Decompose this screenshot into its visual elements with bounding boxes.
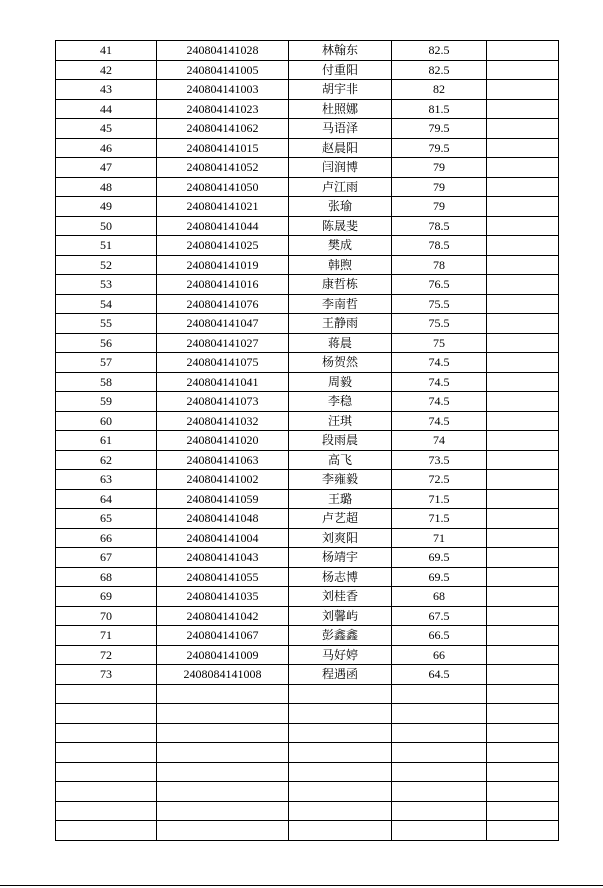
score-cell <box>392 743 487 763</box>
table-row <box>56 372 559 392</box>
student-id-cell <box>157 723 289 743</box>
score-cell: 82.5 <box>392 41 487 61</box>
name-cell: 刘爽阳 <box>289 528 392 548</box>
rank-cell: 61 <box>56 431 157 451</box>
name-cell: 马好婷 <box>289 645 392 665</box>
score-cell: 82.5 <box>392 60 487 80</box>
student-id-cell: 240804141023 <box>157 99 289 119</box>
score-cell: 73.5 <box>392 450 487 470</box>
student-id-cell: 240804141059 <box>157 489 289 509</box>
rank-cell <box>56 762 157 782</box>
name-cell: 王璐 <box>289 489 392 509</box>
score-cell: 75.5 <box>392 314 487 334</box>
student-id-cell: 240804141020 <box>157 431 289 451</box>
table-row <box>56 762 559 782</box>
table-row <box>56 782 559 802</box>
table-row <box>56 723 559 743</box>
rank-cell: 54 <box>56 294 157 314</box>
page-bottom-rule <box>0 885 603 886</box>
name-cell: 卢艺超 <box>289 509 392 529</box>
student-id-cell: 240804141043 <box>157 548 289 568</box>
remark-cell <box>487 255 559 275</box>
name-cell: 付重阳 <box>289 60 392 80</box>
student-id-cell: 240804141041 <box>157 372 289 392</box>
remark-cell <box>487 431 559 451</box>
remark-cell <box>487 723 559 743</box>
remark-cell <box>487 99 559 119</box>
score-cell: 68 <box>392 587 487 607</box>
remark-cell <box>487 626 559 646</box>
table-row <box>56 548 559 568</box>
rank-cell <box>56 723 157 743</box>
remark-cell <box>487 684 559 704</box>
rank-cell <box>56 782 157 802</box>
remark-cell <box>487 119 559 139</box>
table-row <box>56 80 559 100</box>
score-cell: 75 <box>392 333 487 353</box>
table-row <box>56 489 559 509</box>
rank-cell: 67 <box>56 548 157 568</box>
name-cell: 李稳 <box>289 392 392 412</box>
student-id-cell: 240804141028 <box>157 41 289 61</box>
table-row <box>56 684 559 704</box>
remark-cell <box>487 411 559 431</box>
remark-cell <box>487 353 559 373</box>
rank-cell: 68 <box>56 567 157 587</box>
score-cell: 74.5 <box>392 392 487 412</box>
name-cell <box>289 723 392 743</box>
student-id-cell <box>157 684 289 704</box>
rank-cell: 66 <box>56 528 157 548</box>
name-cell: 高飞 <box>289 450 392 470</box>
student-id-cell: 240804141048 <box>157 509 289 529</box>
score-cell: 66 <box>392 645 487 665</box>
rank-cell: 47 <box>56 158 157 178</box>
score-cell: 74 <box>392 431 487 451</box>
rank-cell <box>56 704 157 724</box>
score-cell <box>392 782 487 802</box>
table-row <box>56 236 559 256</box>
name-cell: 樊成 <box>289 236 392 256</box>
table-row <box>56 255 559 275</box>
student-id-cell: 240804141002 <box>157 470 289 490</box>
name-cell: 张瑜 <box>289 197 392 217</box>
table-row <box>56 645 559 665</box>
rank-cell: 50 <box>56 216 157 236</box>
table-row <box>56 333 559 353</box>
remark-cell <box>487 762 559 782</box>
remark-cell <box>487 41 559 61</box>
table-row <box>56 587 559 607</box>
score-cell: 71.5 <box>392 489 487 509</box>
name-cell: 韩煦 <box>289 255 392 275</box>
name-cell: 王静雨 <box>289 314 392 334</box>
name-cell: 刘馨屿 <box>289 606 392 626</box>
rank-cell: 69 <box>56 587 157 607</box>
rank-cell: 70 <box>56 606 157 626</box>
student-id-cell: 240804141042 <box>157 606 289 626</box>
table-row <box>56 743 559 763</box>
score-cell <box>392 801 487 821</box>
name-cell: 闫润博 <box>289 158 392 178</box>
student-id-cell: 240804141015 <box>157 138 289 158</box>
student-id-cell: 240804141021 <box>157 197 289 217</box>
score-cell <box>392 821 487 841</box>
name-cell: 段雨晨 <box>289 431 392 451</box>
table-row <box>56 801 559 821</box>
remark-cell <box>487 138 559 158</box>
table-row <box>56 821 559 841</box>
score-cell: 75.5 <box>392 294 487 314</box>
score-cell: 64.5 <box>392 665 487 685</box>
rank-cell: 49 <box>56 197 157 217</box>
remark-cell <box>487 801 559 821</box>
table-row <box>56 353 559 373</box>
score-cell: 71 <box>392 528 487 548</box>
rank-cell <box>56 821 157 841</box>
student-id-cell: 240804141055 <box>157 567 289 587</box>
rank-cell: 51 <box>56 236 157 256</box>
table-row <box>56 528 559 548</box>
student-id-cell: 240804141003 <box>157 80 289 100</box>
student-id-cell <box>157 821 289 841</box>
remark-cell <box>487 158 559 178</box>
name-cell: 卢江雨 <box>289 177 392 197</box>
rank-cell: 43 <box>56 80 157 100</box>
table-row <box>56 606 559 626</box>
student-id-cell: 240804141035 <box>157 587 289 607</box>
remark-cell <box>487 782 559 802</box>
rank-cell: 42 <box>56 60 157 80</box>
rank-cell <box>56 684 157 704</box>
name-cell: 康哲栋 <box>289 275 392 295</box>
score-cell: 79 <box>392 177 487 197</box>
table-row <box>56 431 559 451</box>
rank-cell <box>56 743 157 763</box>
remark-cell <box>487 743 559 763</box>
score-cell: 79.5 <box>392 138 487 158</box>
score-cell: 72.5 <box>392 470 487 490</box>
name-cell <box>289 801 392 821</box>
student-id-cell: 2408084141008 <box>157 665 289 685</box>
score-cell: 78 <box>392 255 487 275</box>
remark-cell <box>487 509 559 529</box>
score-cell: 82 <box>392 80 487 100</box>
remark-cell <box>487 450 559 470</box>
student-id-cell: 240804141019 <box>157 255 289 275</box>
score-cell <box>392 762 487 782</box>
remark-cell <box>487 236 559 256</box>
remark-cell <box>487 587 559 607</box>
student-id-cell <box>157 704 289 724</box>
score-cell <box>392 704 487 724</box>
rank-cell: 60 <box>56 411 157 431</box>
remark-cell <box>487 470 559 490</box>
name-cell: 李雍毅 <box>289 470 392 490</box>
rank-cell: 65 <box>56 509 157 529</box>
table-row <box>56 158 559 178</box>
student-id-cell <box>157 782 289 802</box>
remark-cell <box>487 294 559 314</box>
rank-cell: 41 <box>56 41 157 61</box>
remark-cell <box>487 216 559 236</box>
name-cell <box>289 704 392 724</box>
remark-cell <box>487 567 559 587</box>
student-id-cell: 240804141004 <box>157 528 289 548</box>
score-table <box>55 40 559 841</box>
rank-cell: 56 <box>56 333 157 353</box>
name-cell: 刘桂香 <box>289 587 392 607</box>
score-cell: 78.5 <box>392 236 487 256</box>
name-cell: 杨靖宇 <box>289 548 392 568</box>
student-id-cell: 240804141067 <box>157 626 289 646</box>
rank-cell: 63 <box>56 470 157 490</box>
student-id-cell: 240804141050 <box>157 177 289 197</box>
student-id-cell: 240804141076 <box>157 294 289 314</box>
rank-cell: 64 <box>56 489 157 509</box>
student-id-cell <box>157 762 289 782</box>
student-id-cell: 240804141025 <box>157 236 289 256</box>
table-row <box>56 119 559 139</box>
rank-cell: 52 <box>56 255 157 275</box>
remark-cell <box>487 548 559 568</box>
score-cell: 74.5 <box>392 372 487 392</box>
rank-cell: 45 <box>56 119 157 139</box>
table-row <box>56 392 559 412</box>
student-id-cell <box>157 743 289 763</box>
score-cell: 78.5 <box>392 216 487 236</box>
remark-cell <box>487 821 559 841</box>
name-cell: 汪琪 <box>289 411 392 431</box>
rank-cell: 53 <box>56 275 157 295</box>
rank-cell <box>56 801 157 821</box>
remark-cell <box>487 528 559 548</box>
name-cell: 胡宇非 <box>289 80 392 100</box>
table-row <box>56 450 559 470</box>
remark-cell <box>487 80 559 100</box>
score-cell: 79.5 <box>392 119 487 139</box>
name-cell: 赵晨阳 <box>289 138 392 158</box>
remark-cell <box>487 60 559 80</box>
table-row <box>56 294 559 314</box>
rank-cell: 57 <box>56 353 157 373</box>
remark-cell <box>487 392 559 412</box>
table-row <box>56 41 559 61</box>
rank-cell: 48 <box>56 177 157 197</box>
rank-cell: 55 <box>56 314 157 334</box>
student-id-cell: 240804141027 <box>157 333 289 353</box>
name-cell: 杨志博 <box>289 567 392 587</box>
rank-cell: 62 <box>56 450 157 470</box>
table-row <box>56 314 559 334</box>
score-cell: 74.5 <box>392 411 487 431</box>
table-row <box>56 567 559 587</box>
student-id-cell: 240804141052 <box>157 158 289 178</box>
table-row <box>56 626 559 646</box>
score-cell: 66.5 <box>392 626 487 646</box>
student-id-cell: 240804141073 <box>157 392 289 412</box>
score-cell: 67.5 <box>392 606 487 626</box>
rank-cell: 46 <box>56 138 157 158</box>
remark-cell <box>487 606 559 626</box>
name-cell: 陈晟斐 <box>289 216 392 236</box>
student-id-cell: 240804141044 <box>157 216 289 236</box>
table-row <box>56 411 559 431</box>
name-cell <box>289 782 392 802</box>
name-cell <box>289 684 392 704</box>
student-id-cell <box>157 801 289 821</box>
name-cell: 蒋晨 <box>289 333 392 353</box>
rank-cell: 59 <box>56 392 157 412</box>
name-cell: 程遇函 <box>289 665 392 685</box>
remark-cell <box>487 333 559 353</box>
name-cell <box>289 821 392 841</box>
score-cell: 81.5 <box>392 99 487 119</box>
score-cell: 74.5 <box>392 353 487 373</box>
rank-cell: 58 <box>56 372 157 392</box>
remark-cell <box>487 645 559 665</box>
name-cell: 马语泽 <box>289 119 392 139</box>
score-cell: 69.5 <box>392 548 487 568</box>
student-id-cell: 240804141032 <box>157 411 289 431</box>
remark-cell <box>487 665 559 685</box>
name-cell <box>289 762 392 782</box>
student-id-cell: 240804141009 <box>157 645 289 665</box>
table-row <box>56 177 559 197</box>
remark-cell <box>487 372 559 392</box>
name-cell: 林翰东 <box>289 41 392 61</box>
rank-cell: 73 <box>56 665 157 685</box>
name-cell: 李南哲 <box>289 294 392 314</box>
score-cell: 79 <box>392 158 487 178</box>
remark-cell <box>487 275 559 295</box>
table-row <box>56 704 559 724</box>
student-id-cell: 240804141062 <box>157 119 289 139</box>
table-row <box>56 60 559 80</box>
student-id-cell: 240804141075 <box>157 353 289 373</box>
name-cell: 杜照娜 <box>289 99 392 119</box>
remark-cell <box>487 197 559 217</box>
table-row <box>56 509 559 529</box>
score-table-body <box>56 41 559 841</box>
table-row <box>56 216 559 236</box>
student-id-cell: 240804141005 <box>157 60 289 80</box>
table-row <box>56 470 559 490</box>
rank-cell: 71 <box>56 626 157 646</box>
student-id-cell: 240804141063 <box>157 450 289 470</box>
remark-cell <box>487 314 559 334</box>
student-id-cell: 240804141016 <box>157 275 289 295</box>
name-cell: 杨贺然 <box>289 353 392 373</box>
table-row <box>56 197 559 217</box>
score-cell <box>392 723 487 743</box>
score-cell: 76.5 <box>392 275 487 295</box>
score-cell: 79 <box>392 197 487 217</box>
name-cell: 彭鑫鑫 <box>289 626 392 646</box>
student-id-cell: 240804141047 <box>157 314 289 334</box>
rank-cell: 72 <box>56 645 157 665</box>
remark-cell <box>487 177 559 197</box>
name-cell: 周毅 <box>289 372 392 392</box>
score-cell: 71.5 <box>392 509 487 529</box>
remark-cell <box>487 704 559 724</box>
table-row <box>56 275 559 295</box>
score-cell <box>392 684 487 704</box>
table-row <box>56 99 559 119</box>
rank-cell: 44 <box>56 99 157 119</box>
score-cell: 69.5 <box>392 567 487 587</box>
name-cell <box>289 743 392 763</box>
remark-cell <box>487 489 559 509</box>
table-row <box>56 138 559 158</box>
table-row <box>56 665 559 685</box>
